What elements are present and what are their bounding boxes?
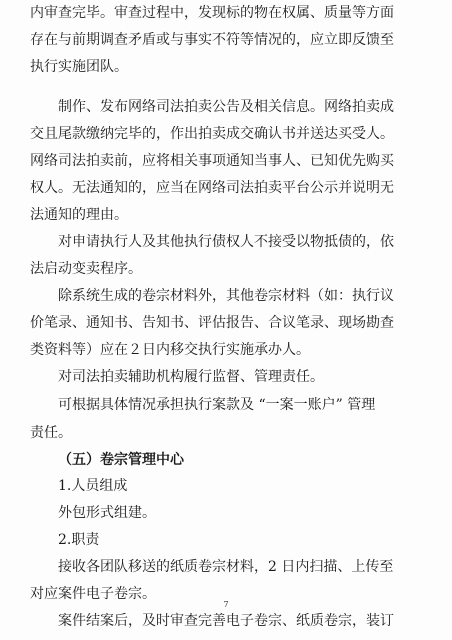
line-text: 对申请执行人及其他执行债权人不接受以物抵债的，依 [58,234,394,250]
section-heading-text: （五）卷宗管理中心 [58,452,184,468]
line-text: 网络司法拍卖前，应将相关事项通知当事人、已知优先购买 [30,153,394,169]
text-line [0,30,452,50]
text-line [0,423,452,443]
text-line [0,178,452,198]
line-text: 可根据具体情况承担执行案款及 “一案一账户” 管理 [58,397,376,413]
line-text: 案件结案后，及时审查完善电子卷宗、纸质卷宗，装订 [58,613,394,629]
line-text: 制作、发布网络司法拍卖公告及相关信息。网络拍卖成 [58,99,394,115]
text-line [0,530,452,550]
text-line [0,259,452,279]
text-line [0,205,452,225]
text-line [0,557,452,577]
line-text: 价笔录、通知书、告知书、评估报告、合议笔录、现场勘查 [30,315,394,331]
line-text: 责任。 [30,425,72,441]
text-line [0,313,452,333]
line-text: 除系统生成的卷宗材料外，其他卷宗材料（如：执行议 [58,288,394,304]
text-line [0,476,452,496]
line-text: 2.职责 [58,532,100,548]
text-line [0,124,452,144]
text-line [0,57,452,77]
line-text: 接收各团队移送的纸质卷宗材料，2 日内扫描、上传至 [58,559,394,575]
line-text: 类资料等）应在２日内移交执行实施承办人。 [30,342,310,358]
text-line [0,395,452,415]
text-line [0,232,452,252]
text-line [0,97,452,117]
text-line [0,151,452,171]
section-heading [0,450,452,470]
text-line [0,3,452,23]
line-text: 权人。无法通知的，应当在网络司法拍卖平台公示并说明无 [30,180,394,196]
line-text: 执行实施团队。 [30,59,128,75]
line-text: 1.人员组成 [58,478,128,494]
text-line [0,503,452,523]
line-text: 对司法拍卖辅助机构履行监督、管理责任。 [58,369,324,385]
line-text: 存在与前期调查矛盾或与事实不符等情况的，应立即反馈至 [30,32,394,48]
text-line [0,367,452,387]
line-text: 法通知的理由。 [30,207,128,223]
text-line [0,611,452,631]
line-text: 交且尾款缴纳完毕的，作出拍卖成交确认书并送达买受人。 [30,126,394,142]
text-line [0,340,452,360]
page-number: 7 [223,600,229,609]
text-line [0,286,452,306]
line-text: 法启动变卖程序。 [30,261,142,277]
line-text: 外包形式组建。 [58,505,156,521]
line-text: 对应案件电子卷宗。 [30,586,156,602]
line-text: 内审查完毕。审查过程中，发现标的物在权属、质量等方面 [30,5,394,21]
